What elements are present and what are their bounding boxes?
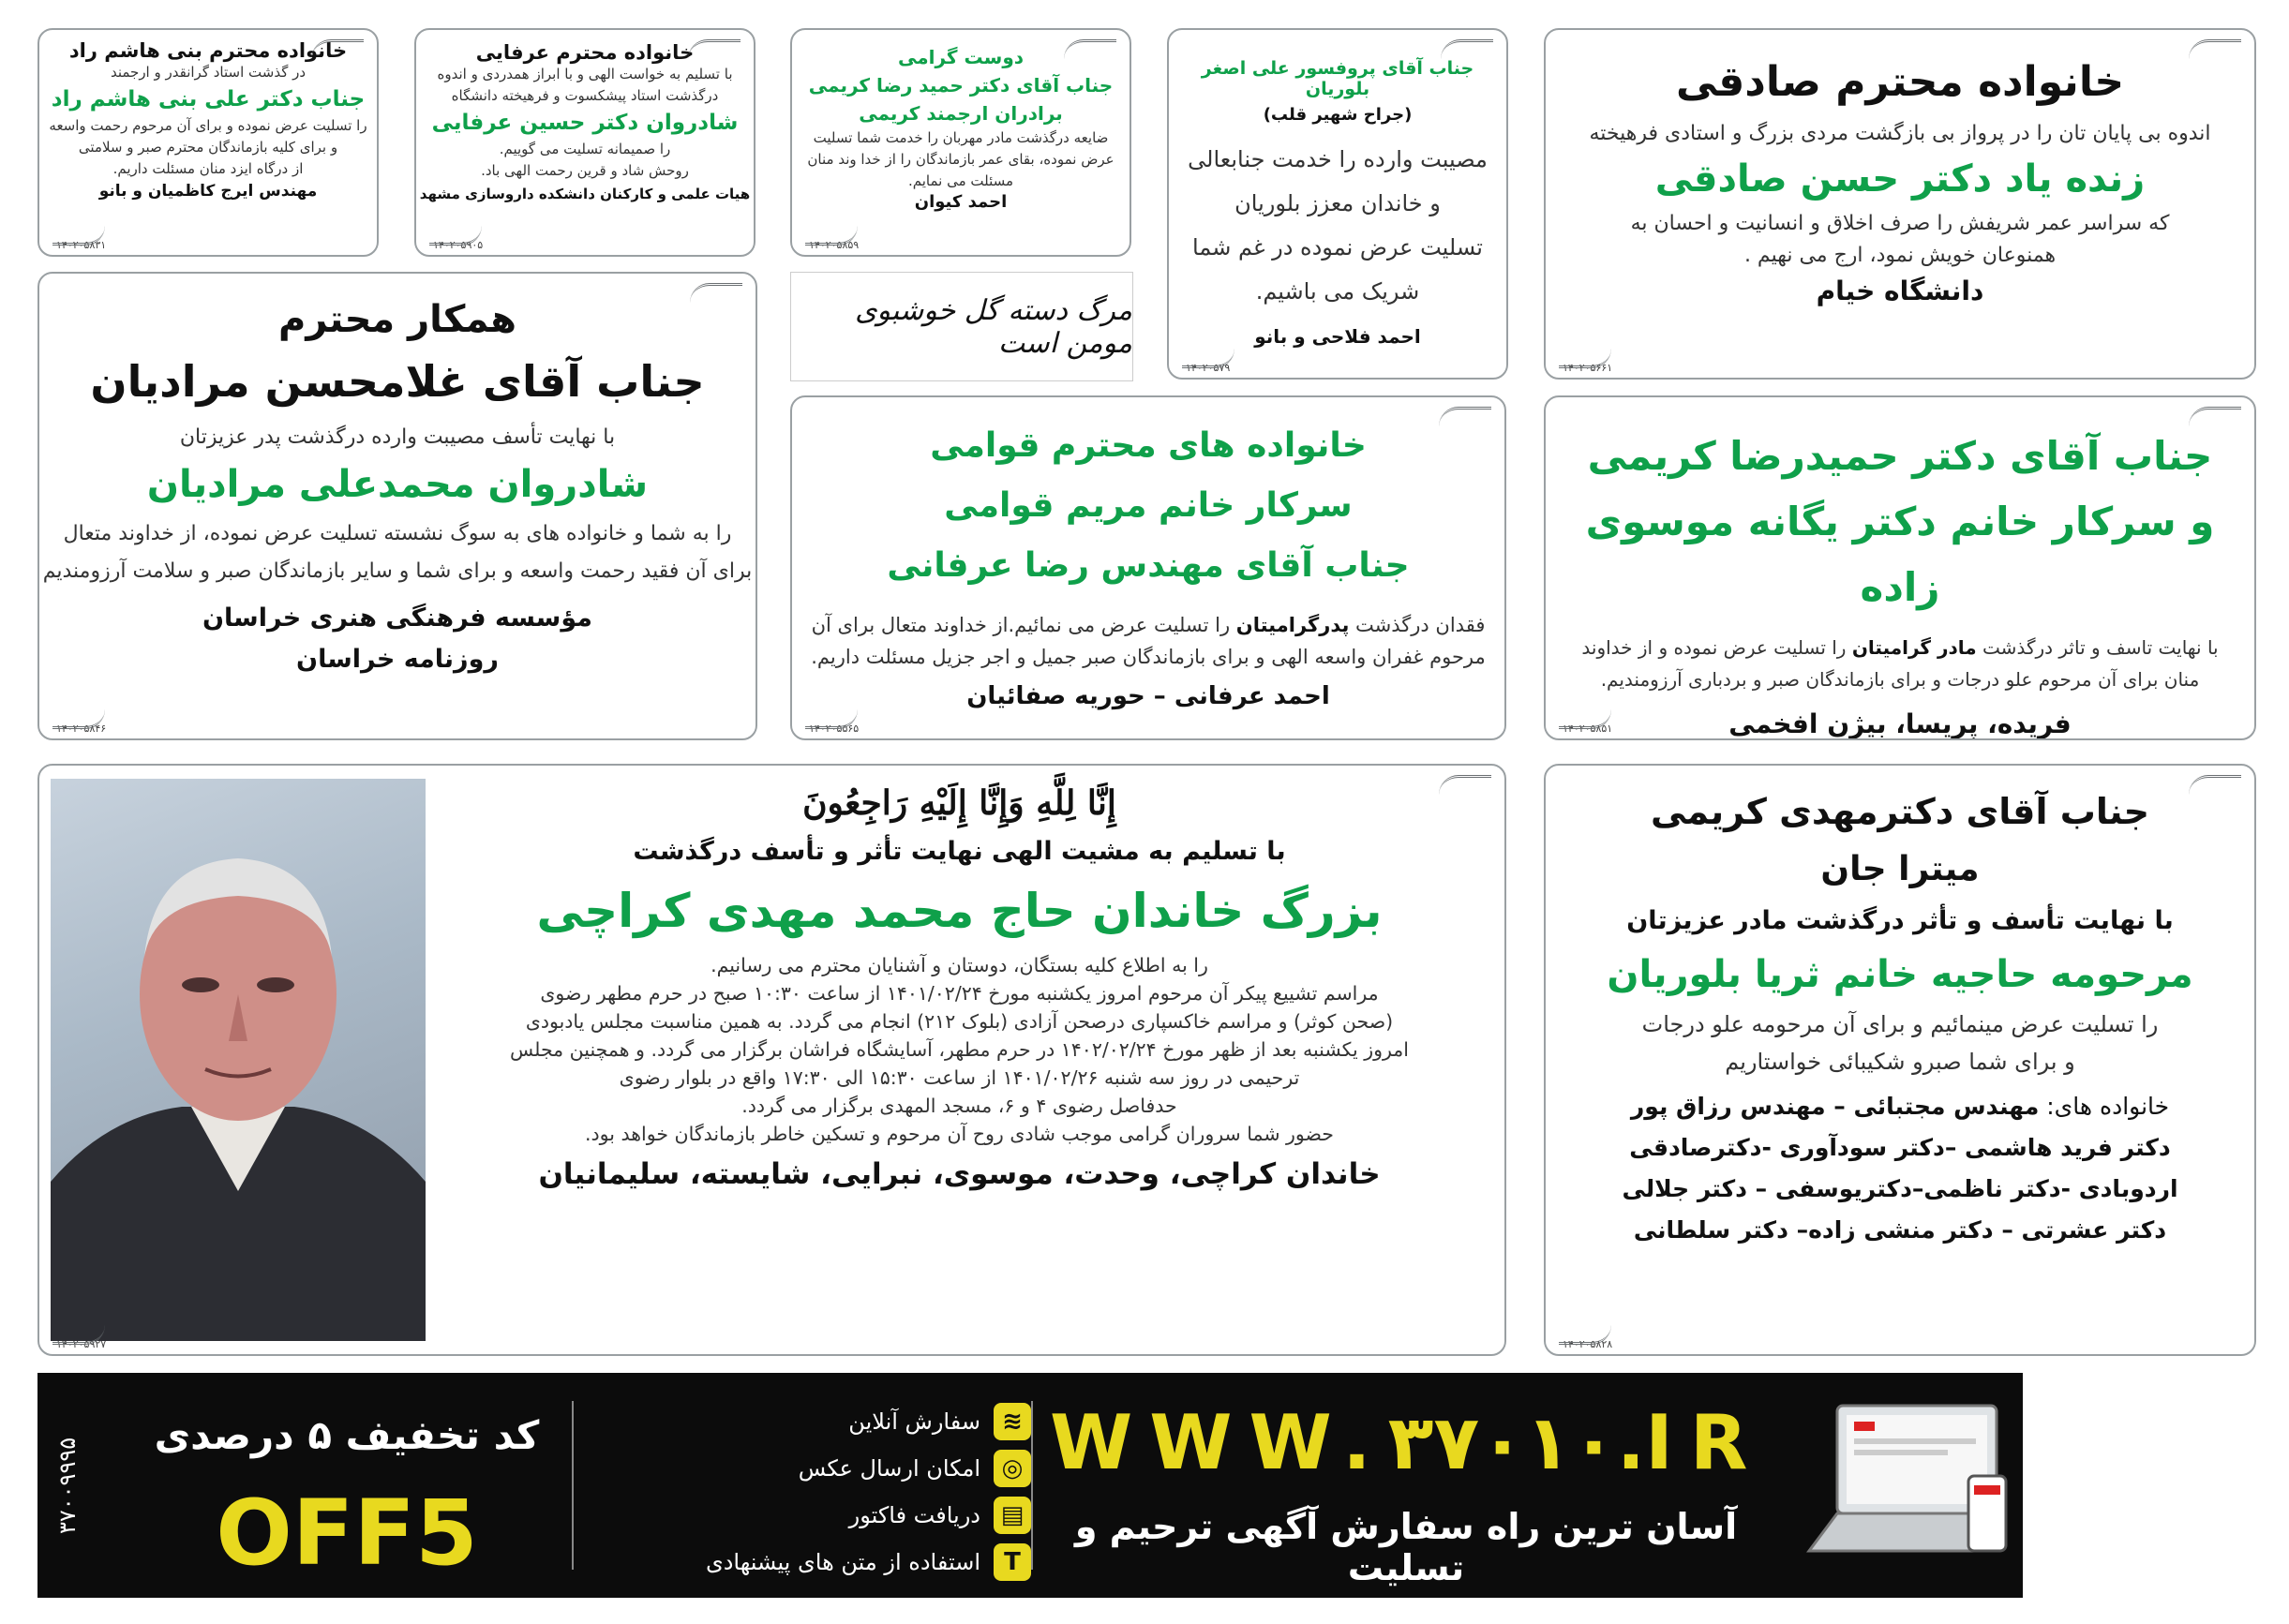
- website-url[interactable]: WWW.۳۷۰۱۰.IR: [1050, 1399, 1765, 1486]
- notice-line: منان برای آن مرحوم علو درجات و برای بازماندگان صبر و بردباری آرزومندیم.: [1600, 668, 2200, 691]
- notice-line: عرض نموده، بقای عمر بازماندگان را از خدا وند منان: [807, 151, 1115, 168]
- notice-line: و برای کلیه بازماندگان محترم صبر و سلامتی: [78, 139, 338, 156]
- notice-subtitle: (جراح شهیر قلب): [1263, 105, 1413, 125]
- quran-verse: إِنَّا لِلَّهِ وَإِنَّا إِلَيْهِ رَاجِعُونَ: [802, 783, 1116, 823]
- emphasis: مادر گرامیتان: [1851, 636, 1977, 659]
- calligraphy-text: مرگ دسته گل خوشبوی مومن است: [855, 293, 1132, 360]
- families-line: دکتر فرید هاشمی –دکتر سودآوری -دکترصادقی: [1629, 1134, 2171, 1161]
- ad-code: ۱۴۰۲۰۵۸۵۱: [1563, 723, 1613, 735]
- wifi-icon: ≋: [994, 1403, 1031, 1440]
- notice-line: و خاندان معزز بلوریان: [1234, 190, 1441, 216]
- ad-code: ۱۴۰۲۰۵۸۲۸: [1563, 1338, 1613, 1350]
- notice-line: مرحوم غفران واسعه الهی و برای بازماندگان صبر جمیل و اجر جزیل مسئلت داریم.: [811, 646, 1486, 668]
- text-icon: T: [994, 1543, 1031, 1581]
- signature: دانشگاه خیام: [1816, 276, 1984, 306]
- notice-line: ضایعه درگذشت مادر مهربان را خدمت شما تسلیت: [813, 129, 1109, 146]
- notice-line: با نهایت تاسف و تاثر درگذشت مادر گرامیتان را تسلیت عرض نموده و از خداوند: [1581, 636, 2219, 659]
- deceased-name: زنده یاد دکتر حسن صادقی: [1654, 157, 2146, 201]
- feature-invoice: ▤ دریافت فاکتور: [562, 1495, 1031, 1536]
- notice-title: خانواده محترم صادقی: [1675, 58, 2125, 106]
- notice-line: درگذشت استاد پیشکسوت و فرهیخته دانشگاه: [451, 87, 719, 104]
- notice-line: که سراسر عمر شریفش را صرف اخلاق و انسانیت و احسان به: [1630, 212, 2170, 235]
- discount-label: کد تخفیف ۵ درصدی: [154, 1412, 540, 1458]
- notice-title: جناب آقای دکتر حمید رضا کریمی: [808, 74, 1114, 97]
- notice-sadeghi: [1544, 28, 2256, 380]
- notice-title: سرکار خانم مریم قوامی: [944, 486, 1353, 525]
- signature: روزنامه خراسان: [296, 645, 499, 674]
- notice-title: جناب آقای مهندس رضا عرفانی: [887, 546, 1410, 585]
- calligraphy-quote: [790, 272, 1133, 381]
- notice-title: همکار محترم: [278, 298, 516, 341]
- phone-number[interactable]: ۳۷۰۰۹۹۹۵: [54, 1437, 81, 1534]
- notice-title: جناب آقای پروفسور علی اصغر بلوریان: [1201, 58, 1474, 99]
- notice-line: روحش شاد و قرین رحمت الهی باد.: [481, 162, 689, 179]
- ad-code: ۱۴۰۲۰۵۸۴۶: [56, 723, 107, 735]
- deceased-name: شادروان محمدعلی مرادیان: [146, 463, 649, 506]
- feature-online-order: ≋ سفارش آنلاین: [562, 1401, 1031, 1442]
- footer-ad-banner: [37, 1373, 2023, 1598]
- laptop-illustration: [1800, 1392, 2015, 1579]
- notice-title: خانواده محترم بنی هاشم راد: [68, 39, 348, 62]
- ad-code: ۱۴۰۲۰۵۶۶۱: [1563, 362, 1613, 374]
- notice-erfaei: [414, 28, 756, 257]
- notice-line: همنوعان خویش نمود، ارج می نهیم .: [1743, 244, 2057, 267]
- signature: مؤسسه فرهنگی هنری خراسان: [202, 603, 592, 633]
- notice-line: را به شما و خانواده های به سوگ نشسته تسلیت عرض نموده، از خداوند متعال: [63, 522, 732, 545]
- signature: احمد عرفانی – حوریه صفائیان: [966, 682, 1330, 710]
- notice-line: ترحیمی در روز سه شنبه ۱۴۰۱/۰۲/۲۶ از ساعت ۱۵:۳۰ الی ۱۷:۳۰ واقع در بلوار رضوی: [619, 1066, 1300, 1089]
- notice-moradian: [37, 272, 757, 740]
- notice-line: فقدان درگذشت پدرگرامیتان را تسلیت عرض می نمائیم.از خداوند متعال برای آن: [811, 614, 1486, 636]
- notice-boloorian-professor: [1167, 28, 1508, 380]
- deceased-photo: [51, 779, 426, 1341]
- notice-title: برادران ارجمند کریمی: [859, 102, 1063, 125]
- notice-title: دوست گرامی: [897, 46, 1025, 68]
- tagline: آسان ترین راه سفارش آگهی ترحیم و تسلیت: [1074, 1506, 1738, 1588]
- notice-line: در گذشت استاد گرانقدر و ارجمند: [110, 64, 307, 81]
- families-line: اردوبادی -دکتر ناظمی–دکتریوسفی – دکتر جلالی: [1622, 1175, 2178, 1202]
- notice-karachi-main: [37, 764, 1506, 1356]
- notice-title: خانواده های محترم قوامی: [930, 426, 1367, 465]
- notice-line: مسئلت می نمایم.: [907, 172, 1014, 189]
- discount-code[interactable]: OFF5: [216, 1481, 478, 1586]
- deceased-name: مرحومه حاجیه خانم ثریا بلوریان: [1607, 953, 2193, 996]
- notice-line: را تسلیت عرض نموده و برای آن مرحوم رحمت واسعه: [49, 117, 367, 134]
- notice-line: حدفاصل رضوی ۴ و ۶، مسجد المهدی برگزار می گردد.: [741, 1095, 1177, 1117]
- signature: فریده، پریسا، بیژن افخمی: [1728, 708, 2072, 739]
- feature-suggested-text: T استفاده از متن های پیشنهادی: [562, 1542, 1031, 1583]
- notice-line: را به اطلاع کلیه بستگان، دوستان و آشنایان محترم می رسانیم.: [711, 954, 1208, 976]
- families-line: دکتر عشرتی – دکتر منشی زاده– دکتر سلطانی: [1633, 1216, 2167, 1244]
- notice-line: شریک می باشیم.: [1255, 278, 1420, 305]
- notice-line: و برای شما صبرو شکیبائی خواستاریم: [1725, 1049, 2075, 1075]
- notice-line: با تسلیم به خواست الهی و با ابراز همدردی و اندوه: [437, 66, 733, 82]
- notice-title: میترا جان: [1820, 850, 1980, 888]
- notice-line: تسلیت عرض نموده در غم شما: [1192, 234, 1483, 261]
- notice-title: و سرکار خانم دکتر یگانه موسوی زاده: [1585, 499, 2215, 610]
- notice-karimi-friend: [790, 28, 1131, 257]
- notice-line: حضور شما سروران گرامی موجب شادی روح آن مرحوم و تسکین خاطر بازماندگان خواهد بود.: [585, 1123, 1334, 1145]
- ad-code: ۱۴۰۲۰۵۸۵۹: [809, 239, 860, 251]
- signature: هیات علمی و کارکنان دانشکده داروسازی مشهد: [419, 186, 751, 202]
- document-icon: ▤: [994, 1497, 1031, 1534]
- ad-code: ۱۴۰۲۰۵۹۰۵: [433, 239, 484, 251]
- signature: خاندان کراچی، وحدت، موسوی، نبرایی، شایسته، سلیمانیان: [538, 1157, 1381, 1191]
- notice-line: با نهایت تأسف مصیبت وارده درگذشت پدر عزیزتان: [179, 425, 616, 449]
- ad-code: ۱۴۰۲۰۵۸۳۱: [56, 239, 107, 251]
- families-list: [1546, 1086, 2254, 1251]
- notice-line: مصیبت وارده را خدمت جنابعالی: [1188, 146, 1488, 172]
- emphasis: پدرگرامیتان: [1235, 614, 1350, 636]
- notice-line: را صمیمانه تسلیت می گوییم.: [499, 141, 671, 157]
- signature: احمد کیوان: [914, 192, 1008, 212]
- portrait-illustration: [51, 779, 426, 1341]
- notice-line: از درگاه ایزد منان مسئلت داریم.: [112, 160, 304, 177]
- ad-code: ۱۴۰۲۰۵۵۶۵: [809, 723, 860, 735]
- ad-code: ۱۴۰۲۰۵۷۹: [1186, 362, 1231, 374]
- notice-karimi-mousavi: [1544, 395, 2256, 740]
- deceased-name: جناب دکتر علی بنی هاشم راد: [51, 87, 366, 112]
- deceased-name: شادروان دکتر حسین عرفایی: [431, 111, 739, 135]
- notice-boloorian-mother: [1544, 764, 2256, 1356]
- camera-icon: ◎: [994, 1450, 1031, 1487]
- feature-photo-upload: ◎ امکان ارسال عکس: [562, 1448, 1031, 1489]
- notice-line: با تسلیم به مشیت الهی نهایت تأثر و تأسف درگذشت: [633, 837, 1286, 866]
- notice-line: برای آن فقید رحمت واسعه و برای شما و سایر بازماندگان صبر و سلامت آرزومندیم: [42, 559, 753, 583]
- notice-line: اندوه بی پایان تان را در پرواز بی بازگشت مردی بزرگ و استادی فرهیخته: [1589, 122, 2211, 145]
- signature: مهندس ایرج کاظمیان و بانو: [98, 182, 318, 201]
- notice-line: امروز یکشنبه بعد از ظهر مورخ ۱۴۰۲/۰۲/۲۴ در حرم مطهر، آسایشگاه فراشان برگزار می گردد. و همچنین مجلس: [510, 1038, 1409, 1061]
- ad-code: ۱۴۰۲۰۵۹۲۷: [56, 1338, 107, 1350]
- deceased-name: بزرگ خاندان حاج محمد مهدی کراچی: [536, 884, 1383, 938]
- notice-line: (صحن کوثر) و مراسم خاکسپاری درصحن آزادی (بلوک ۲۱۲) انجام می گردد. به همین مناسبت مجلس یادبودی: [525, 1010, 1394, 1033]
- notice-title: جناب آقای غلامحسن مرادیان: [90, 356, 705, 407]
- families-line: خانواده های: مهندس مجتبائی – مهندس رزاق پور: [1630, 1093, 2170, 1120]
- notice-line: را تسلیت عرض مینمائیم و برای آن مرحومه علو درجات: [1641, 1011, 2159, 1037]
- notice-line: مراسم تشییع پیکر آن مرحوم امروز یکشنبه مورخ ۱۴۰۱/۰۲/۲۴ از ساعت ۱۰:۳۰ صبح در حرم مطهر رضوی: [540, 982, 1379, 1005]
- notice-title: خانواده محترم عرفایی: [475, 41, 695, 64]
- notice-title: جناب آقای دکتر حمیدرضا کریمی: [1587, 433, 2213, 479]
- notice-bani-hashem-rad: [37, 28, 379, 257]
- signature: احمد فلاحی و بانو: [1254, 325, 1421, 348]
- divider: [1031, 1401, 1033, 1570]
- notice-ghavami: [790, 395, 1506, 740]
- notice-line: با نهایت تأسف و تأثر درگذشت مادر عزیزتان: [1626, 906, 2174, 935]
- notice-title: جناب آقای دکترمهدی کریمی: [1650, 791, 2150, 832]
